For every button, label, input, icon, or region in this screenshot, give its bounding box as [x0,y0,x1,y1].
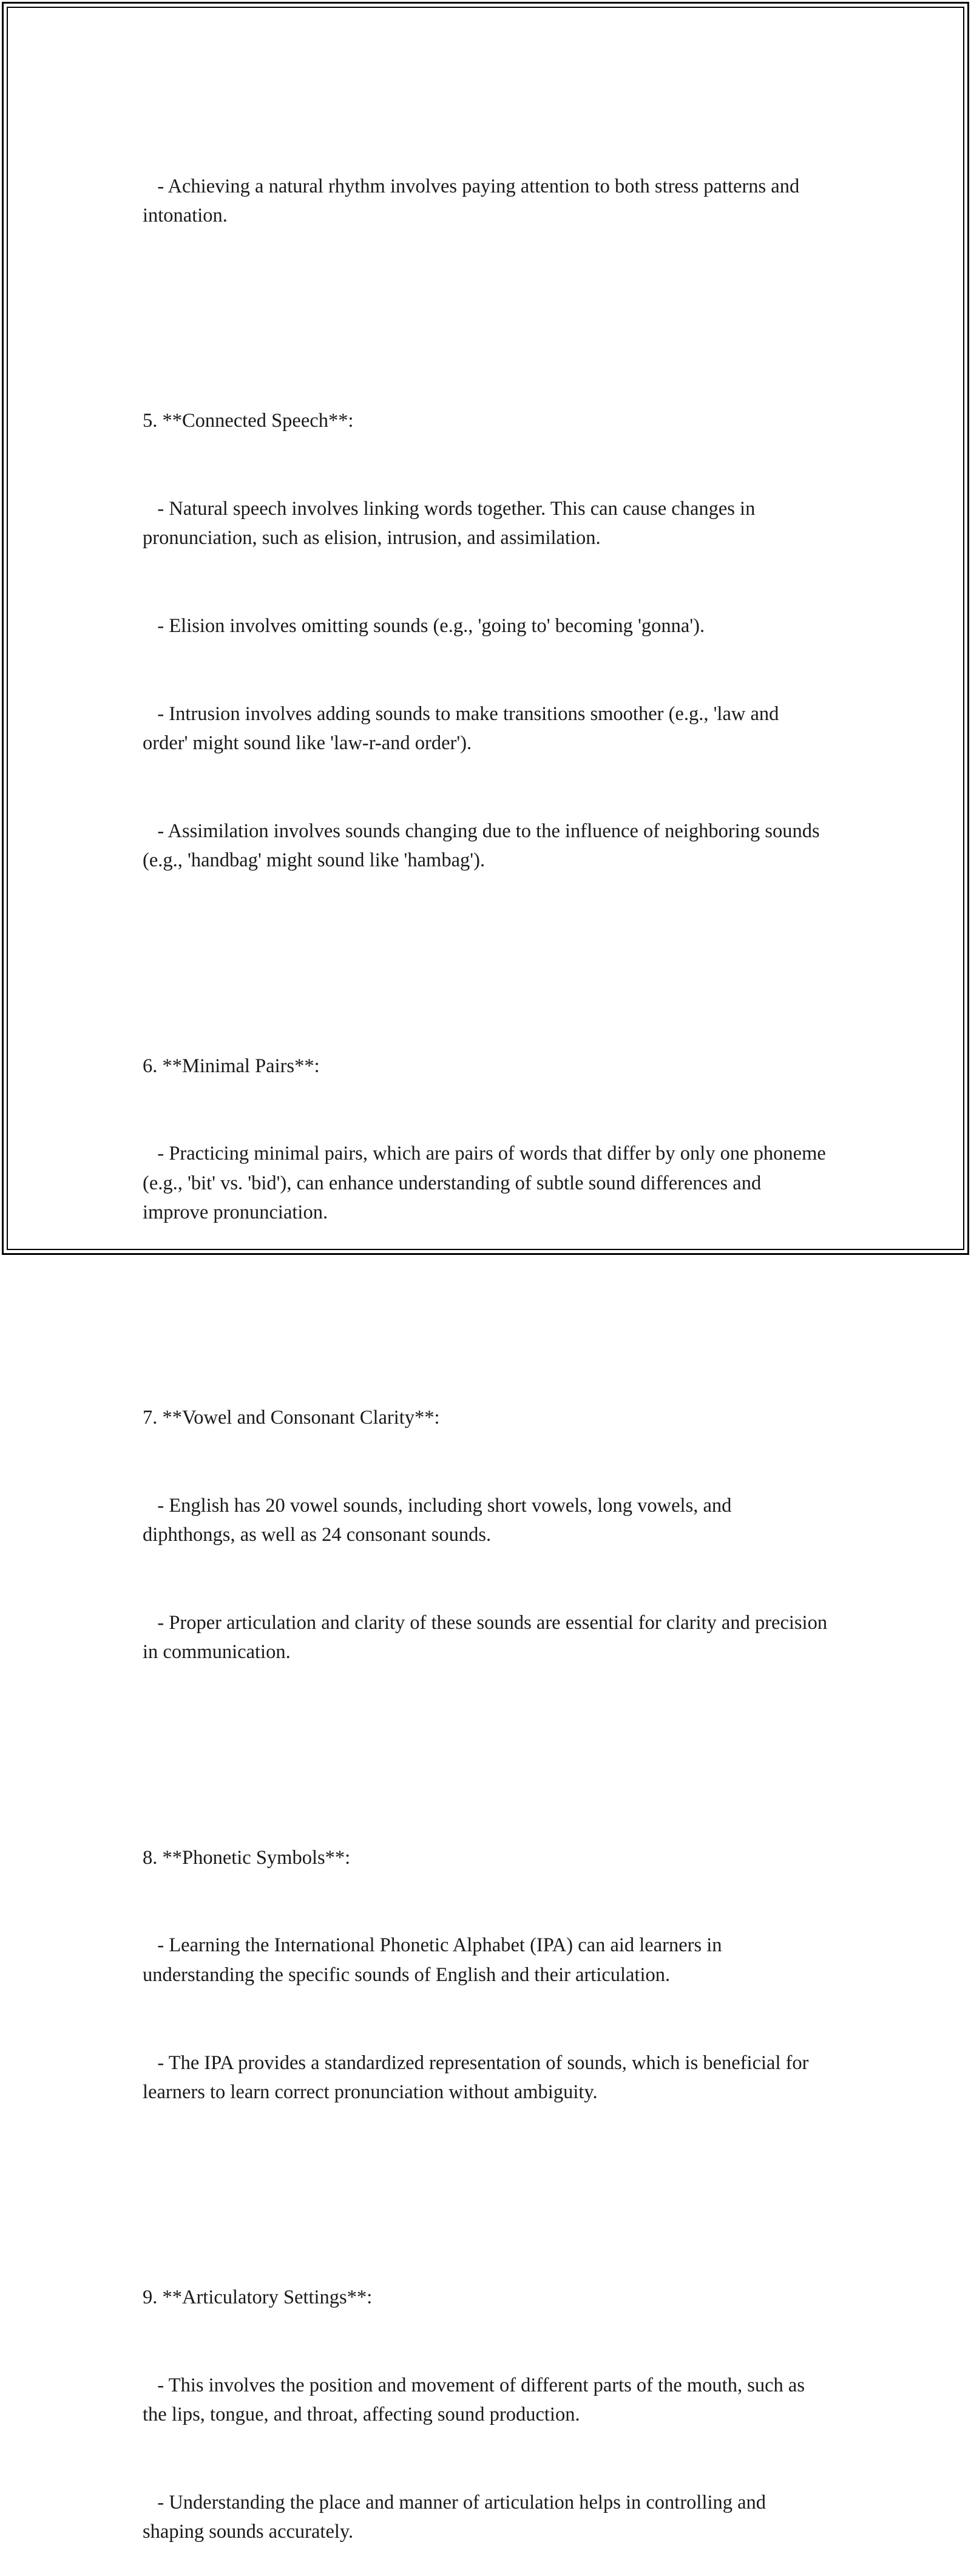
document-body [143,113,833,2576]
section-heading: 7. **Vowel and Consonant Clarity**: [143,1407,440,1429]
section-bullet: - English has 20 vowel sounds, including short vowels, long vowels, and diphthongs, as well as 24 consonant sounds. [143,1494,737,1546]
paragraph-gap [143,1725,828,1755]
section-bullet: - Understanding the place and manner of articulation helps in controlling and shaping sounds accurately. [143,2492,771,2543]
section-bullet: - Assimilation involves sounds changing due to the influence of neighboring sounds (e.g., 'handbag' might sound like 'hambag'). [143,820,825,872]
paragraph-gap [143,934,828,963]
paragraph-gap [143,289,828,318]
section-heading: 9. **Articulatory Settings**: [143,2286,373,2308]
paragraph-gap [143,1286,828,1315]
section-bullet: - Elision involves omitting sounds (e.g., 'going to' becoming 'gonna'). [143,615,705,637]
intro-bullet: - Achieving a natural rhythm involves paying attention to both stress patterns and intonation. [143,175,805,226]
section-heading: 6. **Minimal Pairs**: [143,1055,320,1077]
section-bullet: - The IPA provides a standardized representation of sounds, which is beneficial for learners to learn correct pronunciation without ambiguity. [143,2051,814,2103]
section-bullet: - Learning the International Phonetic Alphabet (IPA) can aid learners in understanding the specific sounds of English and their articulation. [143,1934,727,1986]
section-heading: 5. **Connected Speech**: [143,409,354,432]
section-bullet: - Intrusion involves adding sounds to make transitions smoother (e.g., 'law and order' might sound like 'law-r-and order'). [143,702,784,755]
section-heading: 8. **Phonetic Symbols**: [143,1846,351,1869]
section-bullet: - Proper articulation and clarity of these sounds are essential for clarity and precision in communication. [143,1612,833,1664]
section-bullet: - Natural speech involves linking words together. This can cause changes in pronunciation, such as elision, intrusion, and assimilation. [143,497,760,549]
section-bullet: - This involves the position and movement of different parts of the mouth, such as the lips, tongue, and throat, affecting sound production. [143,2374,810,2426]
paragraph-gap [143,2166,828,2195]
section-bullet: - Practicing minimal pairs, which are pairs of words that differ by only one phoneme (e.g., 'bit' vs. 'bid'), can enhance understanding of subtle sound differences and improve pronunciation. [143,1143,831,1223]
